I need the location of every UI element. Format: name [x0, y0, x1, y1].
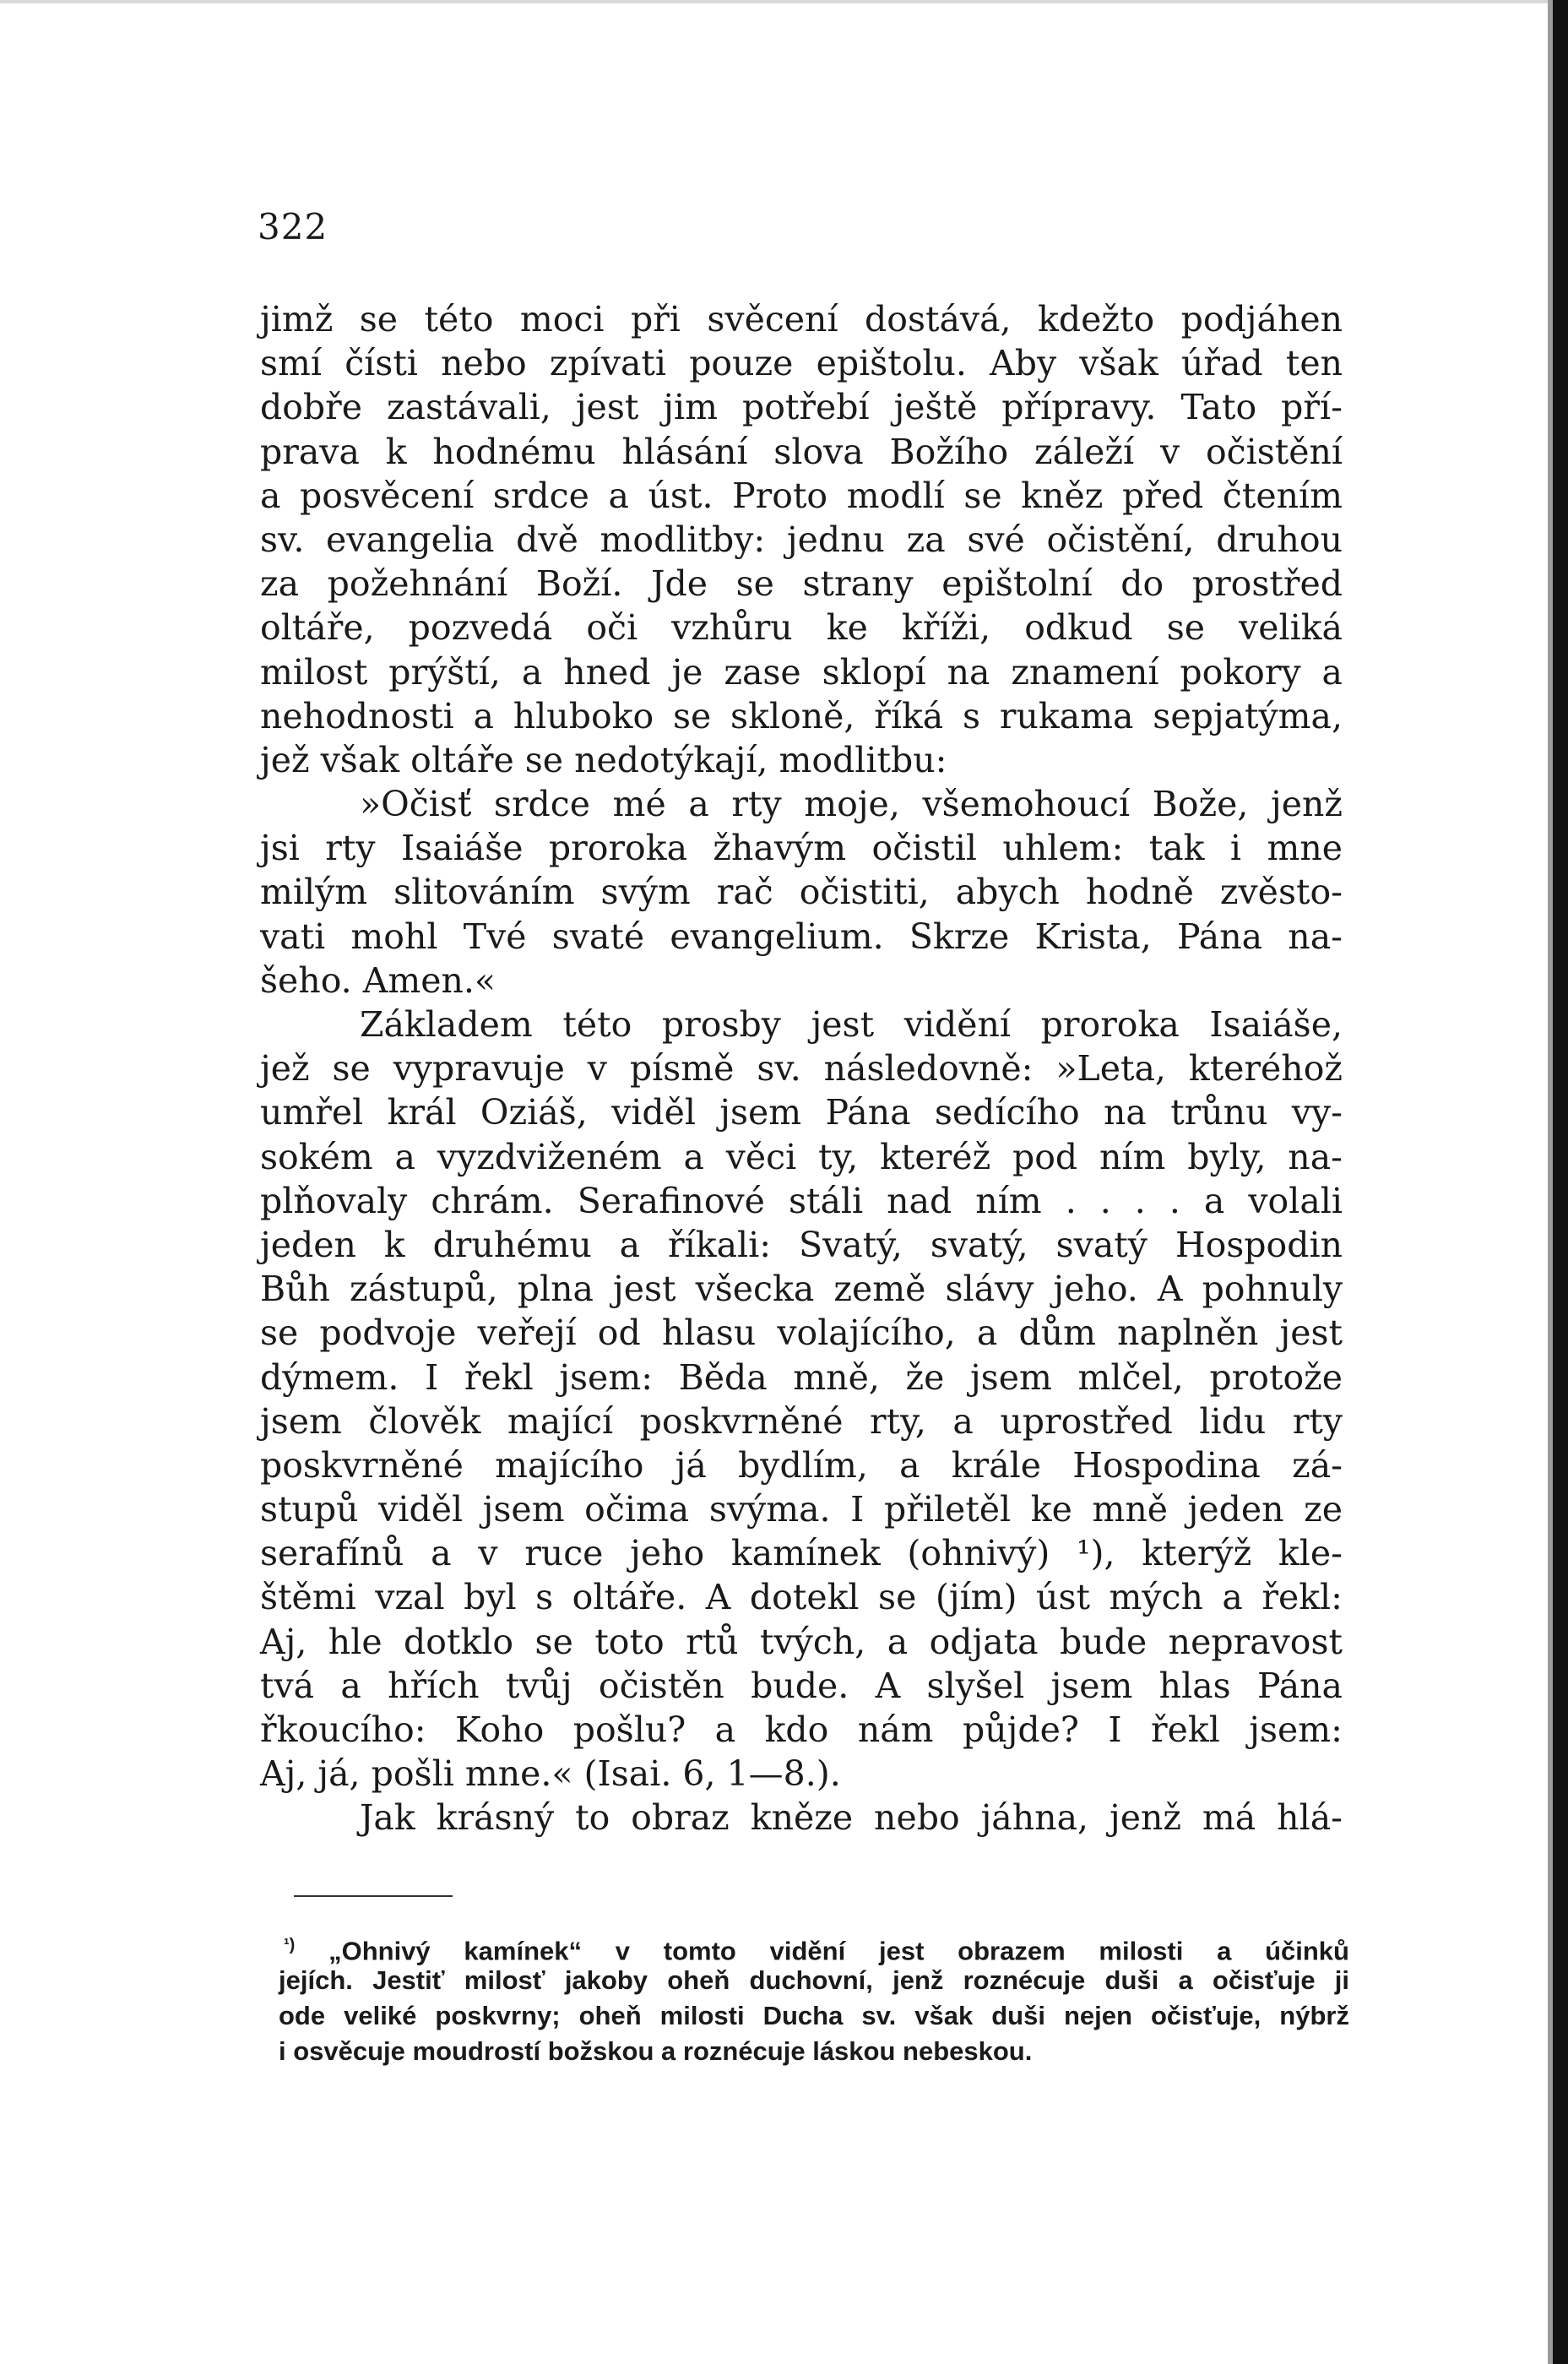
footnote-text: „Ohnivý kamínek“ v tomto vidění jest obrazem milosti a účinků — [328, 1936, 1349, 1966]
text-line: milost prýští, a hned je zase sklopí na znamení pokory a — [260, 651, 1343, 693]
text-line: jež však oltáře se nedotýkají, modlitbu: — [260, 739, 947, 780]
text-line: Jak krásný to obraz kněze nebo jáhna, jenž má hlá- — [360, 1797, 1343, 1839]
body-text — [260, 297, 1343, 1840]
page-top-edge — [0, 0, 1568, 3]
page-right-edge — [1553, 0, 1568, 2364]
text-line: stupů viděl jsem očima svýma. I přiletěl ke mně jeden ze — [260, 1489, 1343, 1530]
text-line: jimž se této moci při svěcení dostává, kdežto podjáhen — [260, 299, 1343, 340]
text-line: nehodnosti a hluboko se skloně, říká s rukama sepjatýma, — [260, 695, 1343, 736]
text-line: plňovaly chrám. Serafinové stáli nad ním . . . . a volali — [260, 1180, 1343, 1221]
text-line: jsi rty Isaiáše proroka žhavým očistil uhlem: tak i mne — [260, 828, 1343, 869]
text-line: smí čísti nebo zpívati pouze epištolu. Aby však úřad ten — [260, 343, 1343, 384]
text-line: prava k hodnému hlásání slova Božího záleží v očistění — [260, 431, 1343, 472]
text-line: Základem této prosby jest vidění proroka Isaiáše, — [360, 1004, 1343, 1045]
text-line: tvá a hřích tvůj očistěn bude. A slyšel jsem hlas Pána — [260, 1665, 1343, 1706]
footnote-line: jejích. Jestiť milosť jakoby oheň duchovní, jenž roznécuje duši a očisťuje ji — [279, 1965, 1349, 1995]
text-line: Aj, já, pošli mne.« (Isai. 6, 1—8.). — [260, 1753, 841, 1795]
text-line: sokém a vyzdviženém a věci ty, kteréž pod ním byly, na- — [260, 1136, 1343, 1177]
text-line: umřel král Oziáš, viděl jsem Pána sedícího na trůnu vy- — [260, 1092, 1343, 1133]
text-line: šeho. Amen.« — [260, 959, 496, 1001]
text-line: za požehnání Boží. Jde se strany epištolní do prostřed — [260, 563, 1343, 605]
text-line: serafínů a v ruce jeho kamínek (ohnivý) ¹), kterýž kle- — [260, 1533, 1343, 1574]
text-line: řkoucího: Koho pošlu? a kdo nám půjde? I řekl jsem: — [260, 1709, 1343, 1750]
footnote-line — [279, 1927, 1349, 1966]
text-line: dobře zastávali, jest jim potřebí ještě přípravy. Tato pří- — [260, 387, 1343, 428]
text-line: a posvěcení srdce a úst. Proto modlí se kněz před čtením — [260, 475, 1343, 516]
text-line: oltáře, pozvedá oči vzhůru ke kříži, odkud se veliká — [260, 607, 1343, 649]
footnote-line: ode veliké poskvrny; oheň milosti Ducha sv. však duši nejen očisťuje, nýbrž — [279, 2001, 1349, 2030]
footnotes — [279, 1927, 1349, 2069]
footnote-marker: ¹) — [284, 1936, 296, 1954]
text-line: vati mohl Tvé svaté evangelium. Skrze Krista, Pána na- — [260, 916, 1343, 957]
text-line: jež se vypravuje v písmě sv. následovně: »Leta, kteréhož — [260, 1048, 1343, 1090]
text-line: Bůh zástupů, plna jest všecka země slávy jeho. A pohnuly — [260, 1269, 1343, 1310]
text-line: milým slitováním svým rač očistiti, abych hodně zvěsto- — [260, 872, 1343, 913]
footnote-divider — [294, 1895, 453, 1897]
text-line: jeden k druhému a říkali: Svatý, svatý, svatý Hospodin — [260, 1224, 1343, 1265]
text-line: »Očisť srdce mé a rty moje, všemohoucí Bože, jenž — [360, 784, 1343, 825]
text-line: sv. evangelia dvě modlitby: jednu za své očistění, druhou — [260, 519, 1343, 560]
text-line: jsem člověk mající poskvrněné rty, a uprostřed lidu rty — [260, 1400, 1343, 1442]
text-line: poskvrněné majícího já bydlím, a krále Hospodina zá- — [260, 1444, 1343, 1486]
text-line: dýmem. I řekl jsem: Běda mně, že jsem mlčel, protože — [260, 1356, 1343, 1398]
text-line: štěmi vzal byl s oltáře. A dotekl se (jím) úst mých a řekl: — [260, 1577, 1343, 1618]
text-line: Aj, hle dotklo se toto rtů tvých, a odjata bude nepravost — [260, 1621, 1343, 1662]
text-line: se podvoje veřejí od hlasu volajícího, a dům naplněn jest — [260, 1312, 1343, 1354]
page-number: 322 — [258, 206, 328, 247]
footnote-line: i osvěcuje moudrostí božskou a roznécuje láskou nebeskou. — [279, 2036, 1033, 2066]
